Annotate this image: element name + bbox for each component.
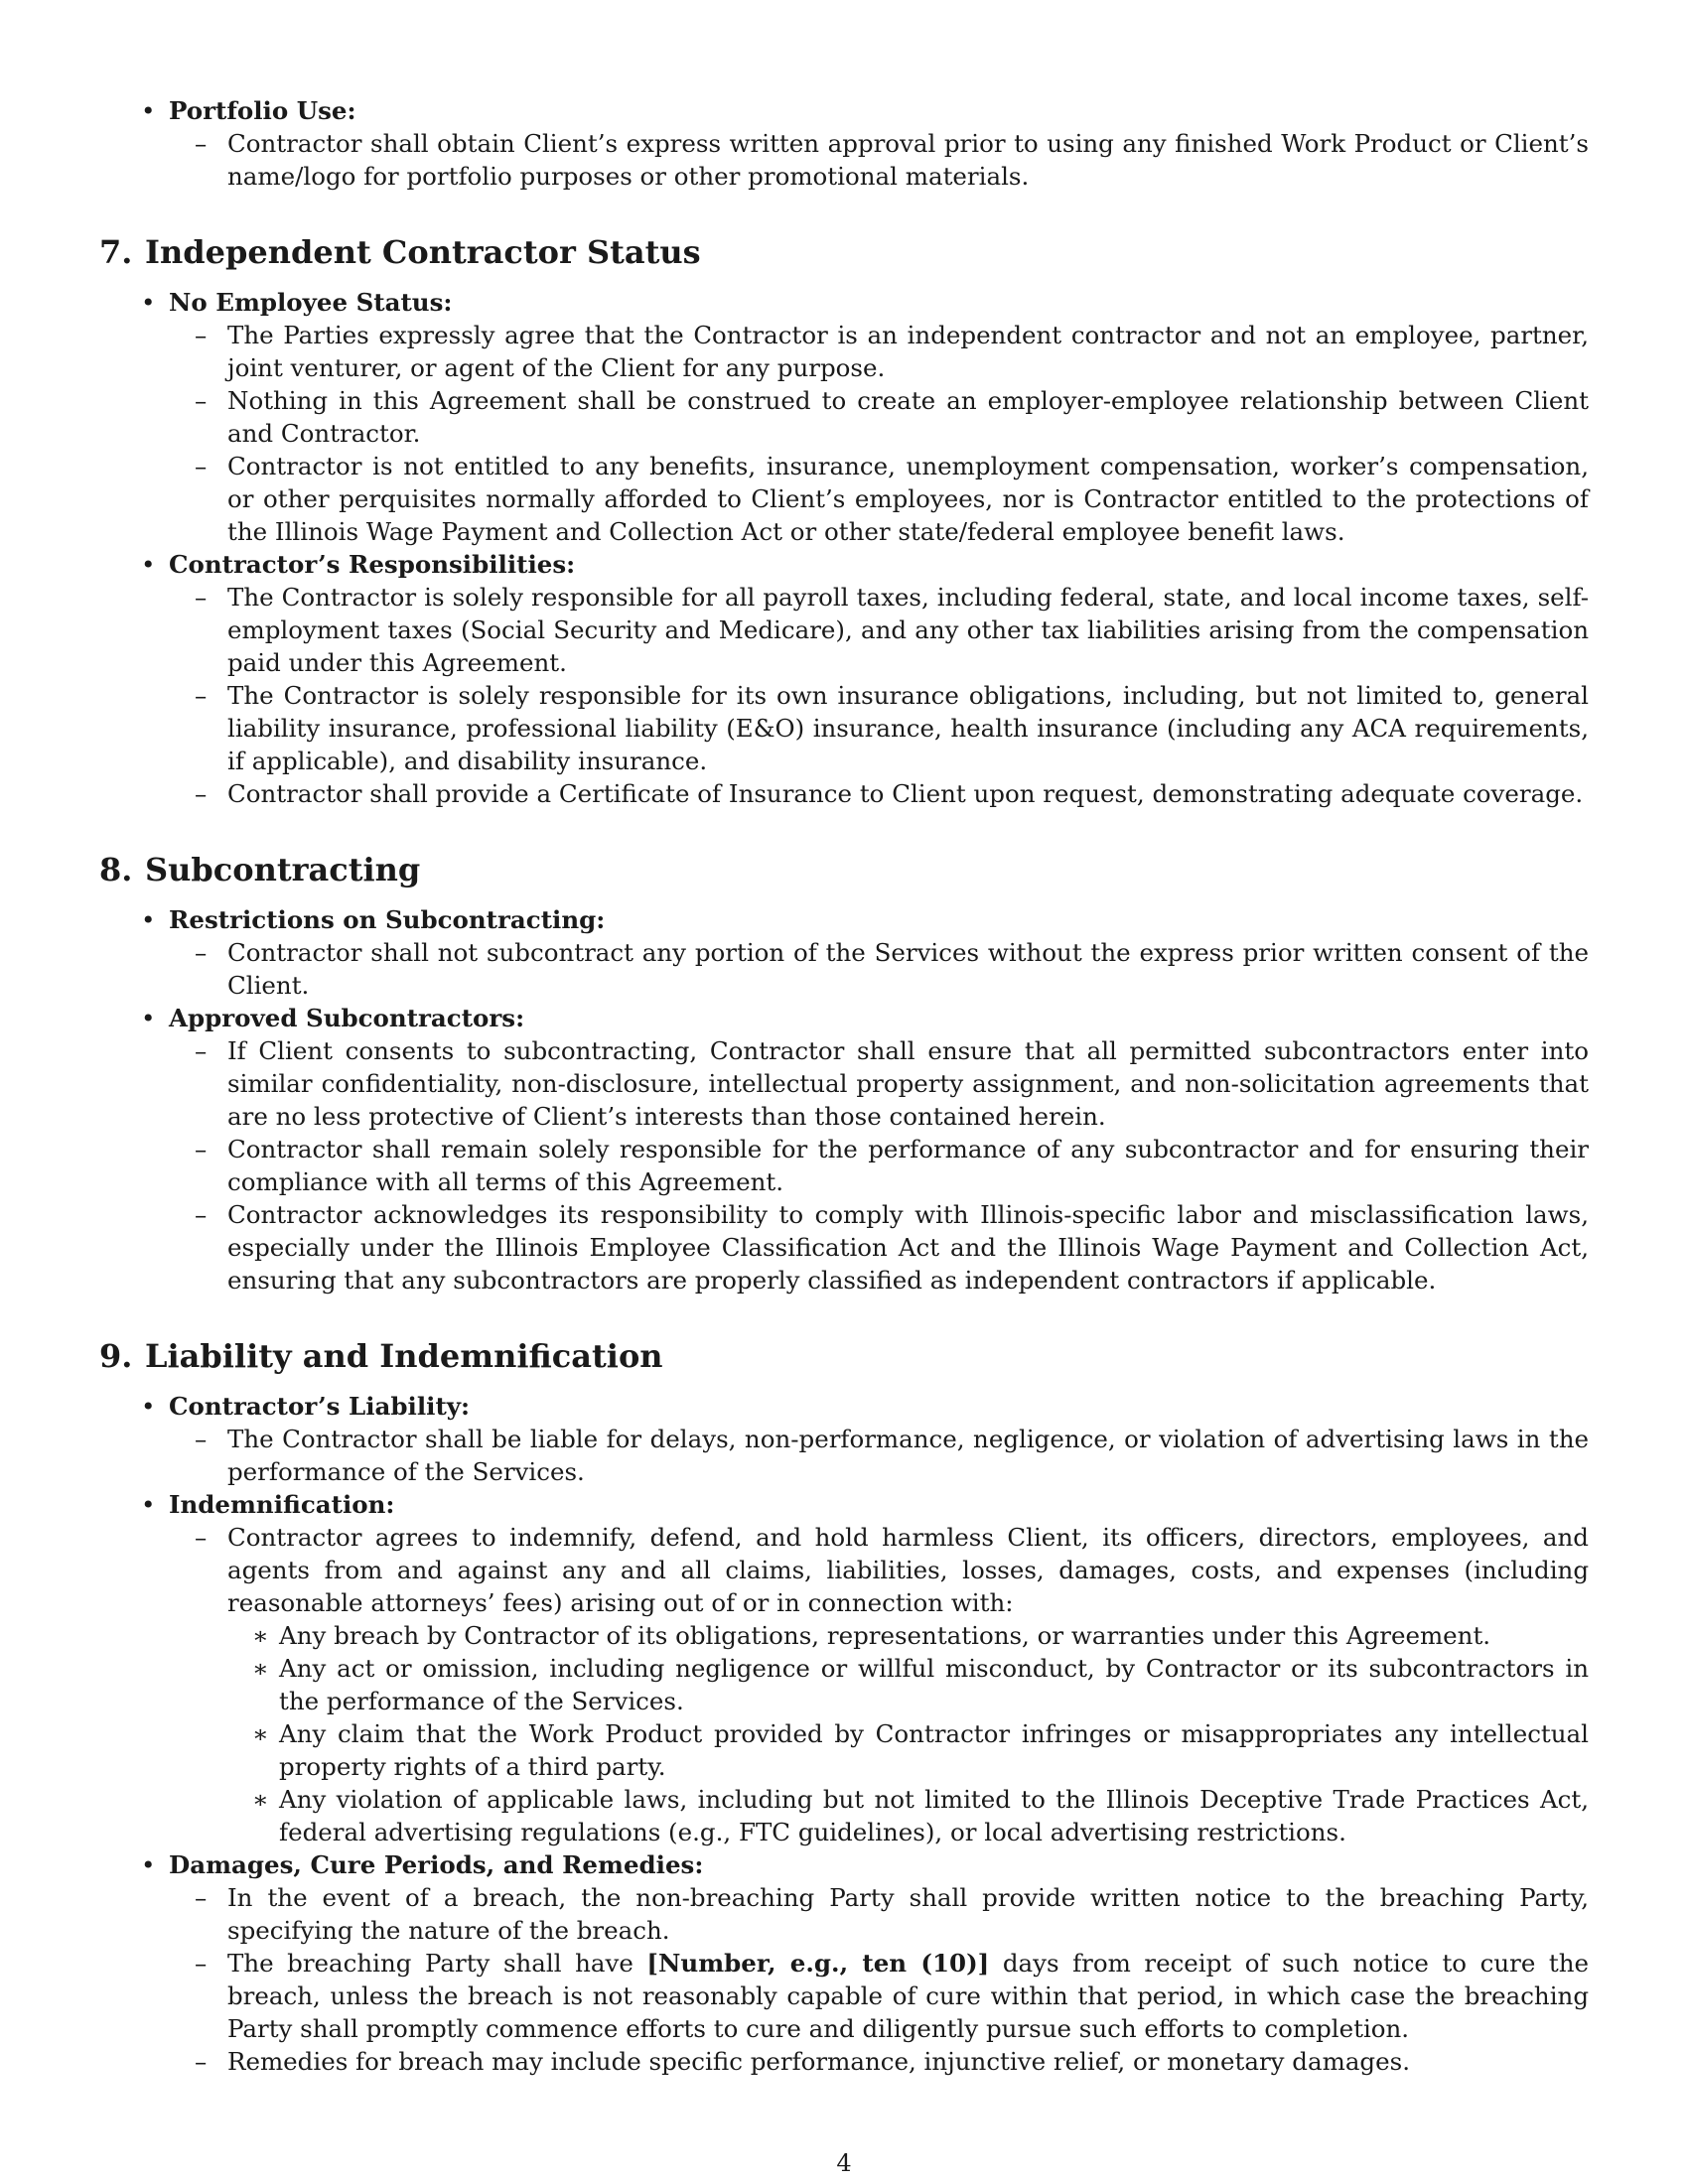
section-heading-7: 7. Independent Contractor Status bbox=[99, 233, 701, 271]
bullet-approved-subcontractors: • Approved Subcontractors: – If Client consents to subcontracting, Contractor shall ensure that all permitted subcontractors enter into similar confidentiality, non-disclosure, intellectual property assignment, and non-solicitation agreements that are no less protective of Client’s interests than those contained herein. – Contractor shall remain solely responsible for the performance of any subcontractor and for ensuring their compliance with all terms of this Agreement. – Contractor acknowledges its responsibility to comply with Illinois-specific labor and misclassification laws, especially under the Illinois Employee Classification Act and the Illinois Wage Payment and Collection Act, ensuring that any subcontractors are properly classified as independent contractors if applicable. bbox=[141, 1004, 1589, 1295]
list-item: – The Contractor is solely responsible for all payroll taxes, including federal, state, and local income taxes, self-employment taxes (Social Security and Medicare), and any other tax liabilities arising from the compensation paid under this Agreement. bbox=[195, 583, 1589, 677]
list-item: – Nothing in this Agreement shall be construed to create an employer-employee relationship between Client and Contractor. bbox=[195, 386, 1589, 448]
bullet-portfolio-use bbox=[141, 94, 1589, 193]
bullet-heading: Portfolio Use: bbox=[169, 96, 356, 125]
list-item: – Contractor shall obtain Client’s express written approval prior to using any finished Work Product or Client’s name/logo for portfolio purposes or other promotional materials. bbox=[195, 129, 1589, 191]
bullet-heading: No Employee Status: bbox=[169, 288, 453, 317]
intro-list bbox=[99, 94, 1589, 193]
list-item: – Remedies for breach may include specific performance, injunctive relief, or monetary damages. bbox=[195, 2047, 1410, 2076]
list-item: – Contractor acknowledges its responsibility to comply with Illinois-specific labor and misclassification laws, especially under the Illinois Employee Classification Act and the Illinois Wage Payment and Collection Act, ensuring that any subcontractors are properly classified as independent contractors if applicable. bbox=[195, 1200, 1589, 1295]
section-8-list bbox=[99, 903, 1589, 1297]
sub-list-item: ∗ Any act or omission, including negligence or willful misconduct, by Contractor or its subcontractors in the performance of the Services. bbox=[252, 1654, 1589, 1715]
bullet-heading: Indemnification: bbox=[169, 1490, 395, 1519]
list-item: – The Parties expressly agree that the Contractor is an independent contractor and not an employee, partner, joint venturer, or agent of the Client for any purpose. bbox=[195, 321, 1589, 382]
list-item: – If Client consents to subcontracting, Contractor shall ensure that all permitted subcontractors enter into similar confidentiality, non-disclosure, intellectual property assignment, and non-solicitation agreements that are no less protective of Client’s interests than those contained herein. bbox=[195, 1036, 1589, 1131]
list-item: – Contractor is not entitled to any benefits, insurance, unemployment compensation, worker’s compensation, or other perquisites normally afforded to Client’s employees, nor is Contractor entitled to the protections of the Illinois Wage Payment and Collection Act or other state/federal employee benefit laws. bbox=[195, 452, 1589, 546]
bullet-indemnification: • Indemnification: – Contractor agrees to indemnify, defend, and hold harmless Client, its officers, directors, employees, and agents from and against any and all claims, liabilities, losses, damages, costs, and expenses (including reasonable attorneys’ fees) arising out of or in connection with: ∗ Any breach by Contractor of its obligations, representations, or warranties under this Agreement. ∗ Any act or omission, including negligence or willful misconduct, by Contractor or its subcontractors in the performance of the Services. ∗ Any claim that the Work Product provided by Contractor infringes or misappropriates any intellectual property rights of a third party. ∗ Any violation of applicable laws, including but not limited to the Illinois Deceptive Trade Practices Act, federal advertising regulations (e.g., FTC guidelines), or local advertising restrictions. bbox=[141, 1490, 1589, 1846]
list-item: – The breaching Party shall have [Number, e.g., ten (10)] days from receipt of such notice to cure the breach, unless the breach is not reasonably capable of cure within that period, in which case the breaching Party shall promptly commence efforts to cure and diligently pursue such efforts to completion. bbox=[195, 1949, 1589, 2043]
page-number: 4 bbox=[836, 2149, 852, 2177]
bullet-heading: Approved Subcontractors: bbox=[169, 1004, 525, 1032]
bullet-contractor-responsibilities: • Contractor’s Responsibilities: – The Contractor is solely responsible for all payroll taxes, including federal, state, and local income taxes, self-employment taxes (Social Security and Medicare), and any other tax liabilities arising from the compensation paid under this Agreement. – The Contractor is solely responsible for its own insurance obligations, including, but not limited to, general liability insurance, professional liability (E&O) insurance, health insurance (including any ACA requirements, if applicable), and disability insurance. – Contractor shall provide a Certificate of Insurance to Client upon request, demonstrating adequate coverage. bbox=[141, 550, 1589, 808]
bullet-restrictions-on-subcontracting: • Restrictions on Subcontracting: – Contractor shall not subcontract any portion of the Services without the express prior written consent of the Client. bbox=[141, 905, 1589, 1000]
bullet-damages-cure-remedies: • Damages, Cure Periods, and Remedies: – In the event of a breach, the non-breaching Party shall provide written notice to the breaching Party, specifying the nature of the breach. – The breaching Party shall have [Number, e.g., ten (10)] days from receipt of such notice to cure the breach, unless the breach is not reasonably capable of cure within that period, in which case the breaching Party shall promptly commence efforts to cure and diligently pursue such efforts to completion. – Remedies for breach may include specific performance, injunctive relief, or monetary damages. bbox=[141, 1850, 1589, 2076]
document-page bbox=[99, 94, 1589, 2078]
bullet-no-employee-status: • No Employee Status: – The Parties expressly agree that the Contractor is an independent contractor and not an employee, partner, joint venturer, or agent of the Client for any purpose. – Nothing in this Agreement shall be construed to create an employer-employee relationship between Client and Contractor. – Contractor is not entitled to any benefits, insurance, unemployment compensation, worker’s compensation, or other perquisites normally afforded to Client’s employees, nor is Contractor entitled to the protections of the Illinois Wage Payment and Collection Act or other state/federal employee benefit laws. bbox=[141, 288, 1589, 546]
bullet-heading: Restrictions on Subcontracting: bbox=[169, 905, 606, 934]
list-item: – In the event of a breach, the non-breaching Party shall provide written notice to the breaching Party, specifying the nature of the breach. bbox=[195, 1883, 1589, 1945]
cure-period-placeholder: [Number, e.g., ten (10)] bbox=[646, 1949, 990, 1978]
bullet-contractors-liability: • Contractor’s Liability: – The Contractor shall be liable for delays, non-performance, negligence, or violation of advertising laws in the performance of the Services. bbox=[141, 1392, 1589, 1486]
section-heading-8: 8. Subcontracting bbox=[99, 851, 421, 888]
indemnification-subitems bbox=[227, 1619, 1589, 1848]
bullet-heading: Contractor’s Responsibilities: bbox=[169, 550, 576, 579]
list-item: – Contractor agrees to indemnify, defend, and hold harmless Client, its officers, directors, employees, and agents from and against any and all claims, liabilities, losses, damages, costs, and expenses (including reasonable attorneys’ fees) arising out of or in connection with: ∗ Any breach by Contractor of its obligations, representations, or warranties under this Agreement. ∗ Any act or omission, including negligence or willful misconduct, by Contractor or its subcontractors in the performance of the Services. ∗ Any claim that the Work Product provided by Contractor infringes or misappropriates any intellectual property rights of a third party. ∗ Any violation of applicable laws, including but not limited to the Illinois Deceptive Trade Practices Act, federal advertising regulations (e.g., FTC guidelines), or local advertising restrictions. bbox=[195, 1523, 1589, 1846]
section-9-list bbox=[99, 1390, 1589, 2078]
sub-list-item: ∗ Any breach by Contractor of its obligations, representations, or warranties under this Agreement. bbox=[252, 1621, 1491, 1650]
bullet-dot: • bbox=[141, 96, 156, 125]
bullet-heading: Damages, Cure Periods, and Remedies: bbox=[169, 1850, 704, 1879]
list-item: – Contractor shall remain solely responsible for the performance of any subcontractor and for ensuring their compliance with all terms of this Agreement. bbox=[195, 1135, 1589, 1196]
sub-list-item: ∗ Any claim that the Work Product provided by Contractor infringes or misappropriates any intellectual property rights of a third party. bbox=[252, 1719, 1589, 1781]
bullet-heading: Contractor’s Liability: bbox=[169, 1392, 471, 1421]
list-item: – The Contractor shall be liable for delays, non-performance, negligence, or violation of advertising laws in the performance of the Services. bbox=[195, 1425, 1589, 1486]
list-item: – Contractor shall not subcontract any portion of the Services without the express prior written consent of the Client. bbox=[195, 938, 1589, 1000]
list-item: – The Contractor is solely responsible for its own insurance obligations, including, but not limited to, general liability insurance, professional liability (E&O) insurance, health insurance (including any ACA requirements, if applicable), and disability insurance. bbox=[195, 681, 1589, 775]
section-heading-9: 9. Liability and Indemnification bbox=[99, 1337, 663, 1375]
section-7-list bbox=[99, 286, 1589, 810]
list-item: – Contractor shall provide a Certificate of Insurance to Client upon request, demonstrating adequate coverage. bbox=[195, 779, 1584, 808]
sub-list-item: ∗ Any violation of applicable laws, including but not limited to the Illinois Deceptive Trade Practices Act, federal advertising regulations (e.g., FTC guidelines), or local advertising restrictions. bbox=[252, 1785, 1589, 1846]
